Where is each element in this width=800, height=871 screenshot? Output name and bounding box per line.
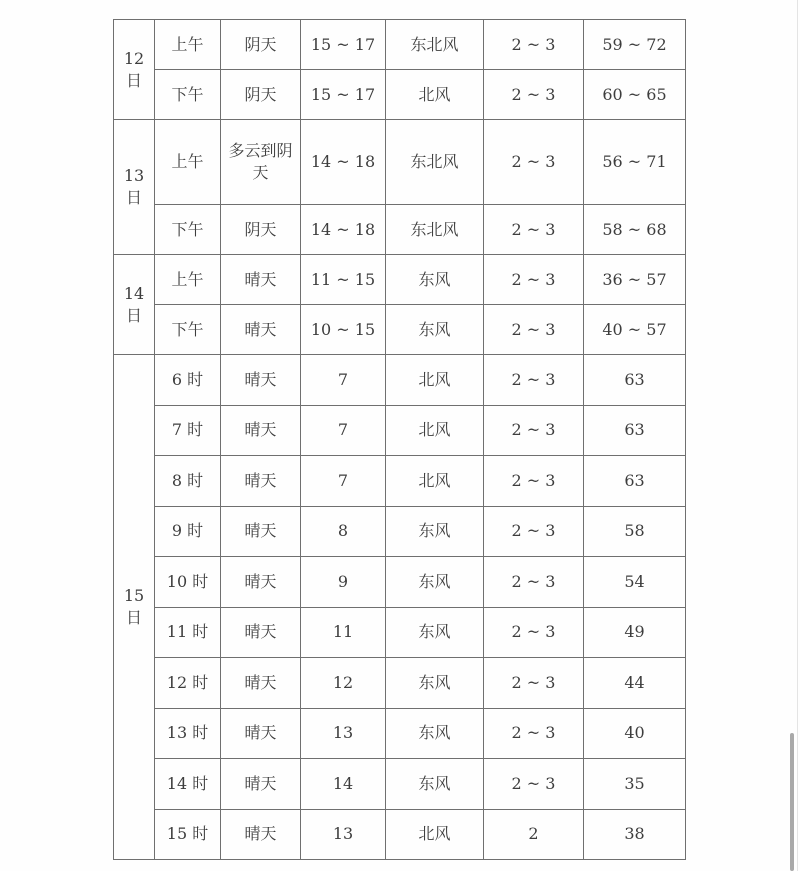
table-row <box>114 708 686 759</box>
weather-cell: 晴天 <box>221 809 301 860</box>
period-cell: 12 时 <box>155 658 221 709</box>
table-row <box>114 405 686 456</box>
wind-direction-cell: 东风 <box>386 305 484 355</box>
table-row <box>114 255 686 305</box>
wind-direction-cell: 东风 <box>386 708 484 759</box>
table-row <box>114 658 686 709</box>
period-cell: 7 时 <box>155 405 221 456</box>
day-suffix: 日 <box>125 188 142 207</box>
table-row <box>114 809 686 860</box>
temperature-cell: 9 <box>301 557 386 608</box>
wind-level-cell: 2 ~ 3 <box>484 658 584 709</box>
period-cell: 下午 <box>155 70 221 120</box>
day-number: 14 <box>123 283 145 303</box>
humidity-cell: 58 <box>584 506 686 557</box>
weather-line-1: 多云到阴 <box>228 141 293 160</box>
temperature-cell: 13 <box>301 809 386 860</box>
wind-direction-cell: 北风 <box>386 809 484 860</box>
humidity-cell: 59 ~ 72 <box>584 20 686 70</box>
table-row <box>114 557 686 608</box>
weather-cell <box>221 120 301 205</box>
temperature-cell: 14 <box>301 759 386 810</box>
period-cell: 10 时 <box>155 557 221 608</box>
wind-level-cell: 2 ~ 3 <box>484 255 584 305</box>
wind-level-cell: 2 ~ 3 <box>484 405 584 456</box>
weather-cell: 晴天 <box>221 355 301 406</box>
period-cell: 15 时 <box>155 809 221 860</box>
wind-direction-cell: 东北风 <box>386 20 484 70</box>
wind-direction-cell: 东风 <box>386 506 484 557</box>
table-row <box>114 607 686 658</box>
temperature-cell: 15 ~ 17 <box>301 20 386 70</box>
period-cell: 11 时 <box>155 607 221 658</box>
day-suffix: 日 <box>125 608 142 627</box>
weather-cell: 晴天 <box>221 255 301 305</box>
period-cell: 上午 <box>155 20 221 70</box>
day-suffix: 日 <box>125 70 142 90</box>
period-cell: 下午 <box>155 205 221 255</box>
humidity-cell: 63 <box>584 355 686 406</box>
period-cell: 13 时 <box>155 708 221 759</box>
wind-direction-cell: 东风 <box>386 607 484 658</box>
temperature-cell: 8 <box>301 506 386 557</box>
wind-level-cell: 2 ~ 3 <box>484 120 584 205</box>
weather-cell: 晴天 <box>221 506 301 557</box>
weather-cell: 晴天 <box>221 708 301 759</box>
day-suffix: 日 <box>125 305 142 325</box>
wind-direction-cell: 北风 <box>386 405 484 456</box>
table-row <box>114 20 686 70</box>
humidity-cell: 54 <box>584 557 686 608</box>
table-row <box>114 506 686 557</box>
weather-cell: 晴天 <box>221 557 301 608</box>
wind-direction-cell: 东风 <box>386 759 484 810</box>
weather-line-2: 天 <box>252 163 269 182</box>
wind-level-cell: 2 ~ 3 <box>484 205 584 255</box>
weather-cell: 晴天 <box>221 759 301 810</box>
day-cell-12 <box>114 20 155 120</box>
day-number: 12 <box>123 48 145 68</box>
temperature-cell: 11 <box>301 607 386 658</box>
temperature-cell: 15 ~ 17 <box>301 70 386 120</box>
humidity-cell: 38 <box>584 809 686 860</box>
weather-forecast-table <box>113 19 686 860</box>
weather-cell: 晴天 <box>221 607 301 658</box>
humidity-cell: 58 ~ 68 <box>584 205 686 255</box>
humidity-cell: 56 ~ 71 <box>584 120 686 205</box>
period-cell: 上午 <box>155 120 221 205</box>
table-row <box>114 759 686 810</box>
wind-level-cell: 2 ~ 3 <box>484 506 584 557</box>
temperature-cell: 12 <box>301 658 386 709</box>
humidity-cell: 40 <box>584 708 686 759</box>
humidity-cell: 63 <box>584 456 686 507</box>
period-cell: 上午 <box>155 255 221 305</box>
wind-direction-cell: 东风 <box>386 557 484 608</box>
day-cell-14 <box>114 255 155 355</box>
weather-cell: 晴天 <box>221 405 301 456</box>
wind-level-cell: 2 ~ 3 <box>484 456 584 507</box>
period-cell: 9 时 <box>155 506 221 557</box>
temperature-cell: 7 <box>301 456 386 507</box>
wind-level-cell: 2 ~ 3 <box>484 20 584 70</box>
temperature-cell: 13 <box>301 708 386 759</box>
temperature-cell: 10 ~ 15 <box>301 305 386 355</box>
table-row <box>114 120 686 205</box>
period-cell: 14 时 <box>155 759 221 810</box>
table-row <box>114 305 686 355</box>
wind-level-cell: 2 ~ 3 <box>484 708 584 759</box>
humidity-cell: 40 ~ 57 <box>584 305 686 355</box>
humidity-cell: 36 ~ 57 <box>584 255 686 305</box>
wind-level-cell: 2 ~ 3 <box>484 607 584 658</box>
wind-direction-cell: 东北风 <box>386 120 484 205</box>
vertical-scrollbar[interactable] <box>790 733 794 871</box>
day-cell-13 <box>114 120 155 255</box>
table-row <box>114 205 686 255</box>
period-cell: 下午 <box>155 305 221 355</box>
page-edge-divider <box>797 0 798 871</box>
weather-cell: 阴天 <box>221 205 301 255</box>
wind-level-cell: 2 ~ 3 <box>484 305 584 355</box>
wind-level-cell: 2 ~ 3 <box>484 759 584 810</box>
day-cell-15 <box>114 355 155 860</box>
wind-direction-cell: 东风 <box>386 658 484 709</box>
wind-direction-cell: 北风 <box>386 456 484 507</box>
weather-cell: 阴天 <box>221 20 301 70</box>
temperature-cell: 14 ~ 18 <box>301 205 386 255</box>
period-cell: 8 时 <box>155 456 221 507</box>
weather-cell: 阴天 <box>221 70 301 120</box>
weather-cell: 晴天 <box>221 456 301 507</box>
humidity-cell: 44 <box>584 658 686 709</box>
table-row <box>114 70 686 120</box>
table-row <box>114 355 686 406</box>
table-row <box>114 456 686 507</box>
wind-level-cell: 2 ~ 3 <box>484 70 584 120</box>
temperature-cell: 14 ~ 18 <box>301 120 386 205</box>
wind-level-cell: 2 ~ 3 <box>484 557 584 608</box>
wind-direction-cell: 北风 <box>386 355 484 406</box>
weather-cell: 晴天 <box>221 305 301 355</box>
temperature-cell: 7 <box>301 405 386 456</box>
day-number: 15 <box>123 586 145 605</box>
temperature-cell: 11 ~ 15 <box>301 255 386 305</box>
wind-direction-cell: 东北风 <box>386 205 484 255</box>
temperature-cell: 7 <box>301 355 386 406</box>
period-cell: 6 时 <box>155 355 221 406</box>
weather-cell: 晴天 <box>221 658 301 709</box>
day-number: 13 <box>123 166 145 185</box>
humidity-cell: 60 ~ 65 <box>584 70 686 120</box>
wind-level-cell: 2 <box>484 809 584 860</box>
humidity-cell: 35 <box>584 759 686 810</box>
wind-level-cell: 2 ~ 3 <box>484 355 584 406</box>
humidity-cell: 49 <box>584 607 686 658</box>
wind-direction-cell: 东风 <box>386 255 484 305</box>
humidity-cell: 63 <box>584 405 686 456</box>
wind-direction-cell: 北风 <box>386 70 484 120</box>
